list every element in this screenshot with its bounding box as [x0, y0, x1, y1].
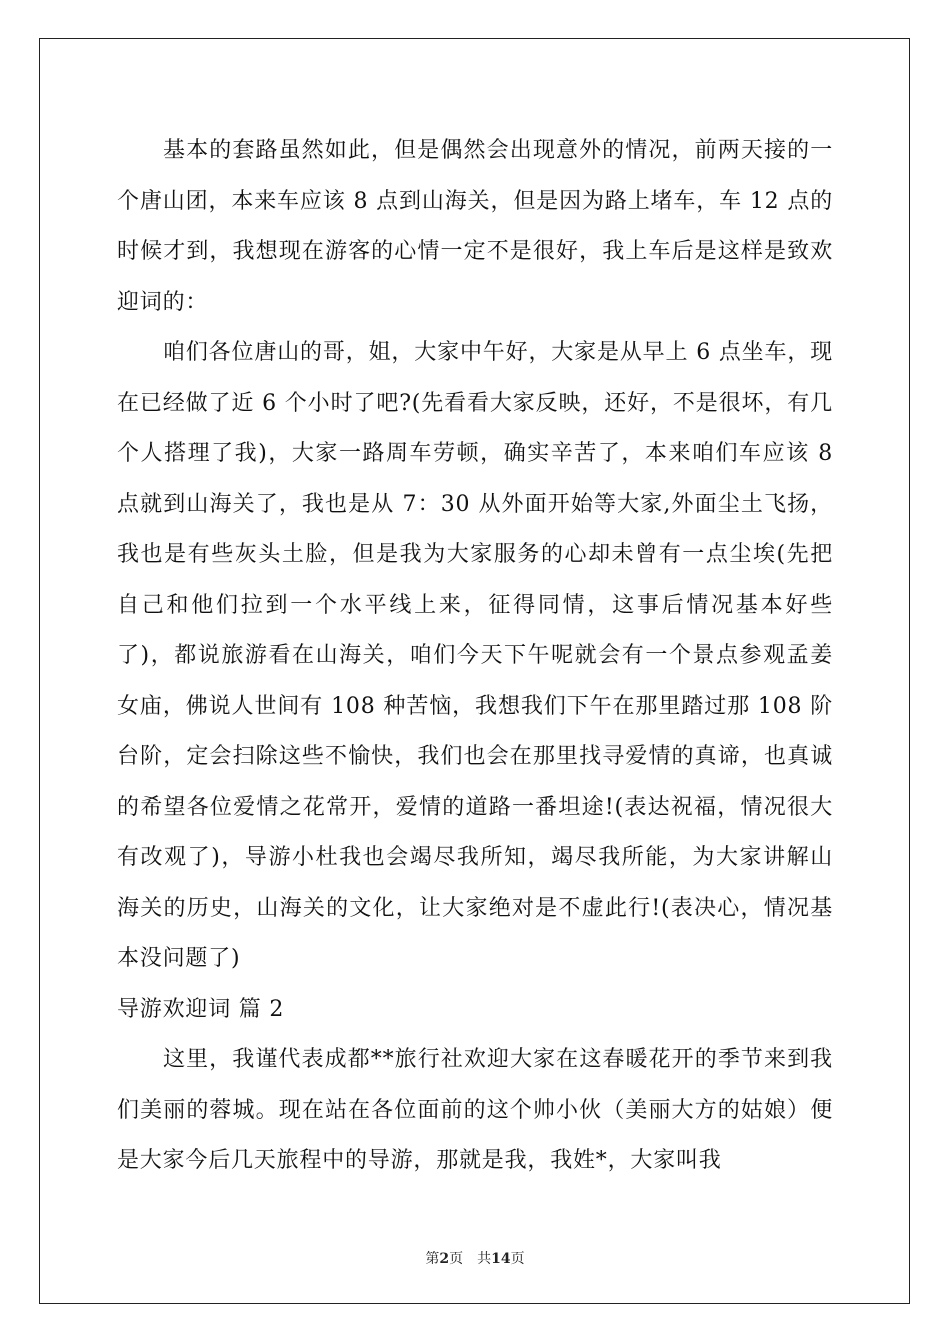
document-body	[117, 126, 833, 1187]
paragraph-intro: 基本的套路虽然如此，但是偶然会出现意外的情况，前两天接的一个唐山团，本来车应该 8 点到山海关，但是因为路上堵车，车 12 点的时候才到，我想现在游客的心情一定不是很好，我上车后是这样是致欢迎词的：	[117, 138, 833, 315]
footer-mid: 页 共	[449, 1251, 492, 1267]
paragraph-speech: 咱们各位唐山的哥，姐，大家中午好，大家是从早上 6 点坐车，现在已经做了近 6 个小时了吧?(先看看大家反映，还好，不是很坏，有几个人搭理了我)，大家一路周车劳顿，确实辛苦了，本来咱们车应该 8 点就到山海关了，我也是从 7：30 从外面开始等大家,外面尘土飞扬，我也是有些灰头土脸，但是我为大家服务的心却未曾有一点尘埃(先把自己和他们拉到一个水平线上来，征得同情，这事后情况基本好些了)，都说旅游看在山海关，咱们今天下午呢就会有一个景点参观孟姜女庙，佛说人世间有 108 种苦恼，我想我们下午在那里踏过那 108 阶台阶，定会扫除这些不愉快，我们也会在那里找寻爱情的真谛，也真诚的希望各位爱情之花常开，爱情的道路一番坦途!(表达祝福，情况很大有改观了)，导游小杜我也会竭尽我所知，竭尽我所能，为大家讲解山海关的历史，山海关的文化，让大家绝对是不虚此行!(表决心，情况基本没问题了)	[117, 340, 833, 971]
footer-prefix: 第	[425, 1251, 440, 1267]
footer-page-number: 2	[439, 1251, 450, 1267]
paragraph-welcome: 这里，我谨代表成都**旅行社欢迎大家在这春暖花开的季节来到我们美丽的蓉城。现在站在各位面前的这个帅小伙（美丽大方的姑娘）便是大家今后几天旅程中的导游，那就是我，我姓*，大家叫我	[117, 1047, 833, 1173]
section-heading: 导游欢迎词 篇 2	[117, 996, 285, 1022]
footer-page-total: 14	[491, 1251, 511, 1267]
footer-suffix: 页	[510, 1251, 525, 1267]
page-footer	[0, 1249, 950, 1269]
